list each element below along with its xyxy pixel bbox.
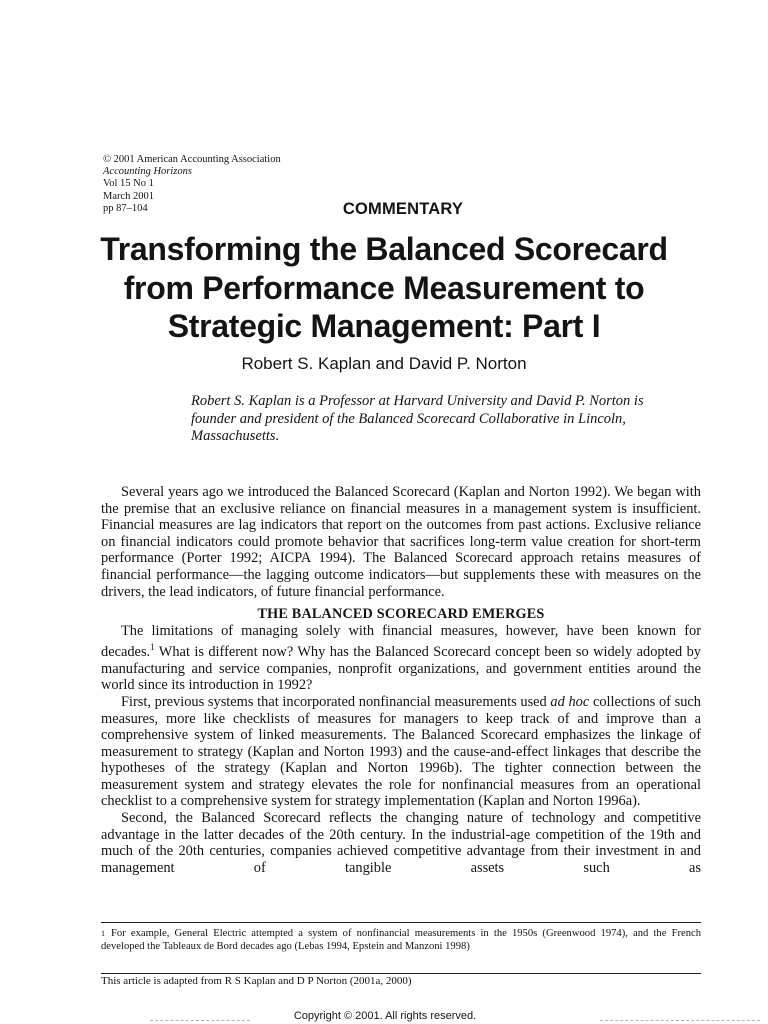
footnote-text: For example, General Electric attempted a system of nonfinancial measurements in the 1950s (Greenwood 1974), and the French developed the Tableaux de Bord decades ago (Lebas 1994, Epstein and Manzoni 1998) xyxy=(101,928,701,952)
volume-issue: Vol 15 No 1 xyxy=(103,178,154,190)
page-range: pp 87–104 xyxy=(103,202,148,214)
journal-name: Accounting Horizons xyxy=(103,166,192,178)
paragraph-1-text-b: What is different now? Why has the Balanced Scorecard concept been so widely adopted by manufacturing and service companies, nonprofit organizations, and government entities around the world since its introduction in 1992? xyxy=(101,644,701,694)
footnote-ref: 1 xyxy=(150,642,155,653)
adapted-note: This article is adapted from R S Kaplan and D P Norton (2001a, 2000) xyxy=(101,975,412,987)
paragraph-2-text-a: First, previous systems that incorporated nonfinancial measurements used xyxy=(121,693,551,710)
issue-date: March 2001 xyxy=(103,190,155,202)
footnote xyxy=(101,927,701,953)
adapted-divider xyxy=(101,973,701,974)
footnote-divider xyxy=(101,922,701,923)
title-line-3: Strategic Management: Part I xyxy=(167,308,601,344)
scan-artifact-left xyxy=(150,1020,250,1022)
paragraph-2 xyxy=(101,694,701,810)
paragraph-1 xyxy=(101,623,701,694)
title-line-2: from Performance Measurement to xyxy=(123,269,645,306)
authors: Robert S. Kaplan and David P. Norton xyxy=(241,354,527,373)
footnote-number: 1 xyxy=(101,929,105,938)
paragraph-3: Second, the Balanced Scorecard reflects the changing nature of technology and competitive advantage in the latter decades of the 20th century. In the industrial-age competition of the 19th and much of the 20th centuries, companies achieved competitive advantage from their investment in and management of tangible assets such as xyxy=(101,810,701,876)
page-copyright: Copyright © 2001. All rights reserved. xyxy=(293,1010,477,1022)
author-bio: Robert S. Kaplan is a Professor at Harvard University and David P. Norton is founder and president of the Balanced Scorecard Collaborative in Lincoln, Massachusetts. xyxy=(191,393,644,444)
paragraph-2-italic: ad hoc xyxy=(550,693,590,710)
paragraph-2-text-b: collections of such measures, more like checklists of measures for managers to keep track of and improve than a comprehensive system of linked measurements. The Balanced Scorecard emphasizes the linkage of measurement to strategy (Kaplan and Norton 1993) and the cause-and-effect linkages that describe the hypotheses of the strategy (Kaplan and Norton 1996b). The tighter connection between the measurement system and strategy elevates the role for nonfinancial measures from an operational checklist to a comprehensive system for strategy implementation (Kaplan and Norton 1996a). xyxy=(101,693,701,810)
section-label: COMMENTARY xyxy=(342,200,464,218)
article-body xyxy=(101,484,701,876)
intro-paragraph: Several years ago we introduced the Balanced Scorecard (Kaplan and Norton 1992). We began with the premise that an exclusive reliance on financial measures in a management system is insufficient. Financial measures are lag indicators that report on the outcomes from past actions. Exclusive reliance on financial indicators could promote behavior that sacrifices long-term value creation for short-term performance (Porter 1992; AICPA 1994). The Balanced Scorecard approach retains measures of financial performance—the lagging outcome indicators—but supplements these with measures on the drivers, the lead indicators, of future financial performance. xyxy=(101,484,701,600)
article-title xyxy=(60,230,708,346)
scan-artifact-right xyxy=(600,1020,760,1022)
title-line-1: Transforming the Balanced Scorecard xyxy=(100,231,668,267)
copyright-line: © 2001 American Accounting Association xyxy=(103,154,281,165)
paragraph-1-text-a: The limitations of managing solely with financial measures, however, have been known for decades. xyxy=(101,622,701,661)
section-heading: THE BALANCED SCORECARD EMERGES xyxy=(257,606,545,623)
